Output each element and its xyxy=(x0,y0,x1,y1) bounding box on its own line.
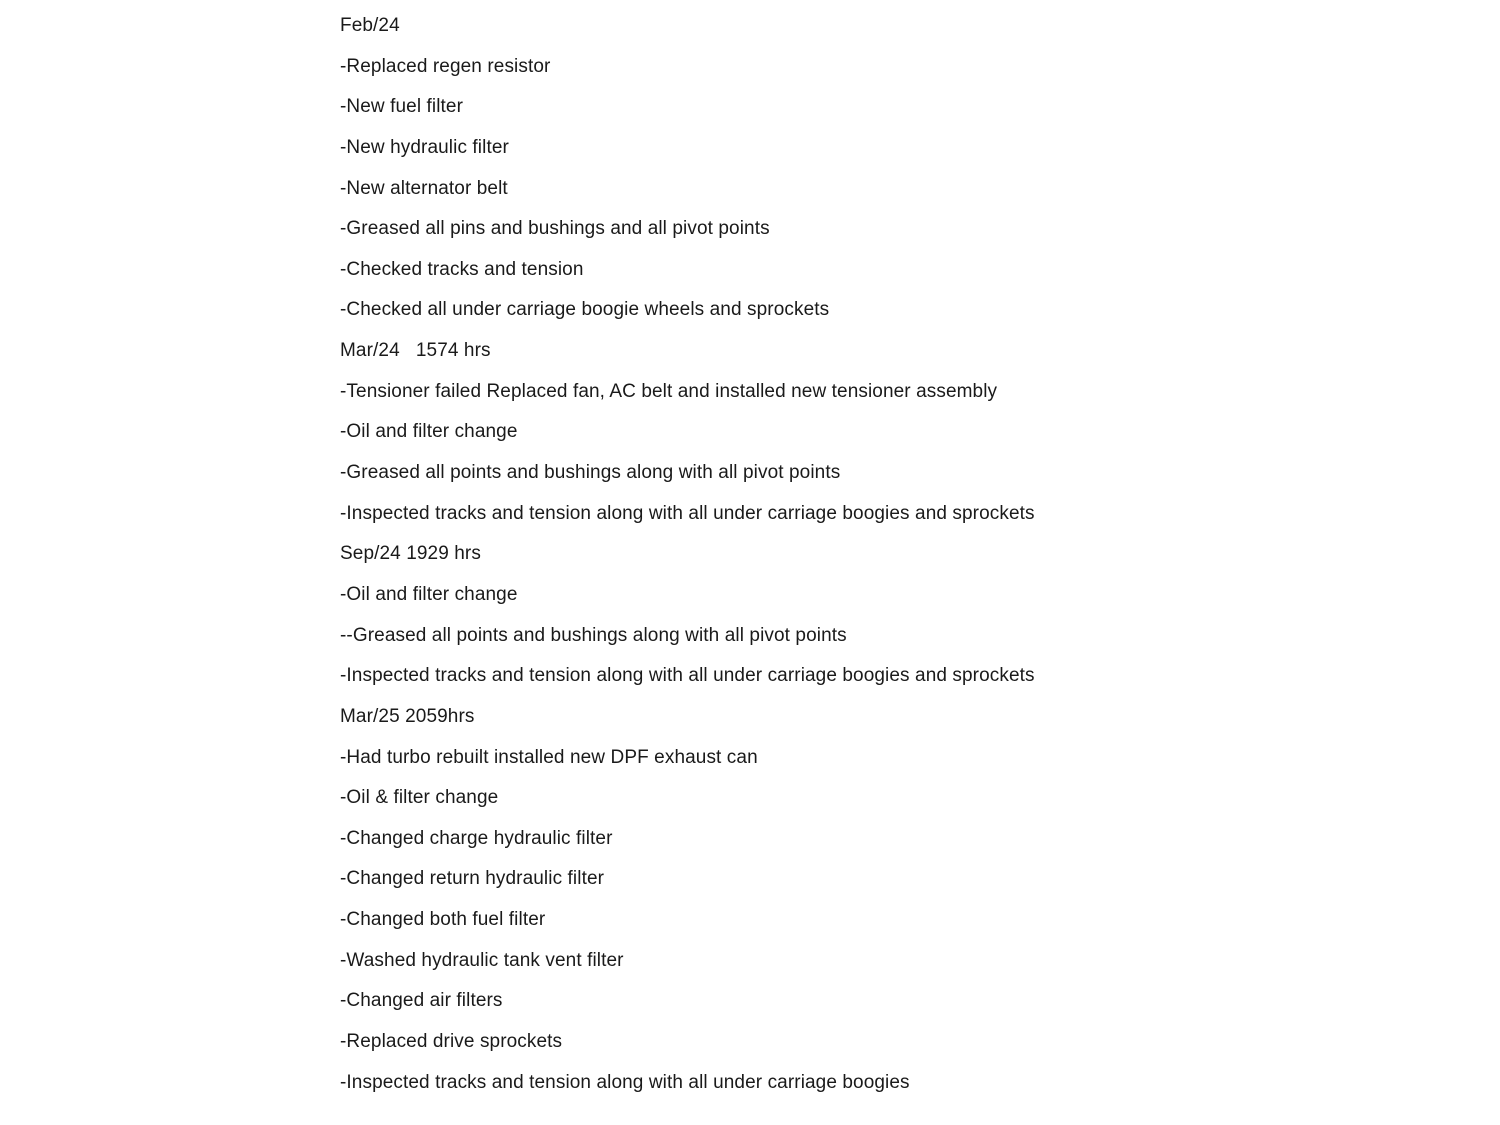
log-entry: -Changed both fuel filter xyxy=(340,909,546,931)
log-entry: -Had turbo rebuilt installed new DPF exhaust can xyxy=(340,746,758,768)
log-entry: -Checked all under carriage boogie wheels and sprockets xyxy=(340,299,830,321)
date-heading-sep24: Sep/24 1929 hrs xyxy=(340,543,481,565)
log-entry: -New fuel filter xyxy=(340,96,464,118)
date-heading-mar24: Mar/24 1574 hrs xyxy=(340,340,491,362)
log-entry: -New hydraulic filter xyxy=(340,136,509,158)
date-heading-mar25: Mar/25 2059hrs xyxy=(340,705,475,727)
log-entry: -Oil & filter change xyxy=(340,787,499,809)
log-entry: -New alternator belt xyxy=(340,177,508,199)
log-entry: -Tensioner failed Replaced fan, AC belt and installed new tensioner assembly xyxy=(340,380,998,402)
log-entry: -Inspected tracks and tension along with all under carriage boogies and sprockets xyxy=(340,502,1035,524)
log-entry: -Changed return hydraulic filter xyxy=(340,868,605,890)
log-entry: -Inspected tracks and tension along with all under carriage boogies and sprockets xyxy=(340,665,1035,687)
log-entry: -Changed charge hydraulic filter xyxy=(340,827,613,849)
log-entry: -Replaced regen resistor xyxy=(340,55,551,77)
log-entry: -Changed air filters xyxy=(340,990,503,1012)
log-entry: -Oil and filter change xyxy=(340,583,518,605)
log-entry: -Inspected tracks and tension along with all under carriage boogies xyxy=(340,1071,910,1093)
log-entry: -Greased all pins and bushings and all pivot points xyxy=(340,218,770,240)
log-entry: --Greased all points and bushings along with all pivot points xyxy=(340,624,847,646)
log-entry: -Oil and filter change xyxy=(340,421,518,443)
log-entry: -Checked tracks and tension xyxy=(340,258,584,280)
date-heading-feb24: Feb/24 xyxy=(340,15,400,36)
log-entry: -Washed hydraulic tank vent filter xyxy=(340,949,624,971)
maintenance-log xyxy=(340,10,1440,1107)
log-entry: -Replaced drive sprockets xyxy=(340,1031,563,1053)
log-entry: -Greased all points and bushings along with all pivot points xyxy=(340,462,841,484)
